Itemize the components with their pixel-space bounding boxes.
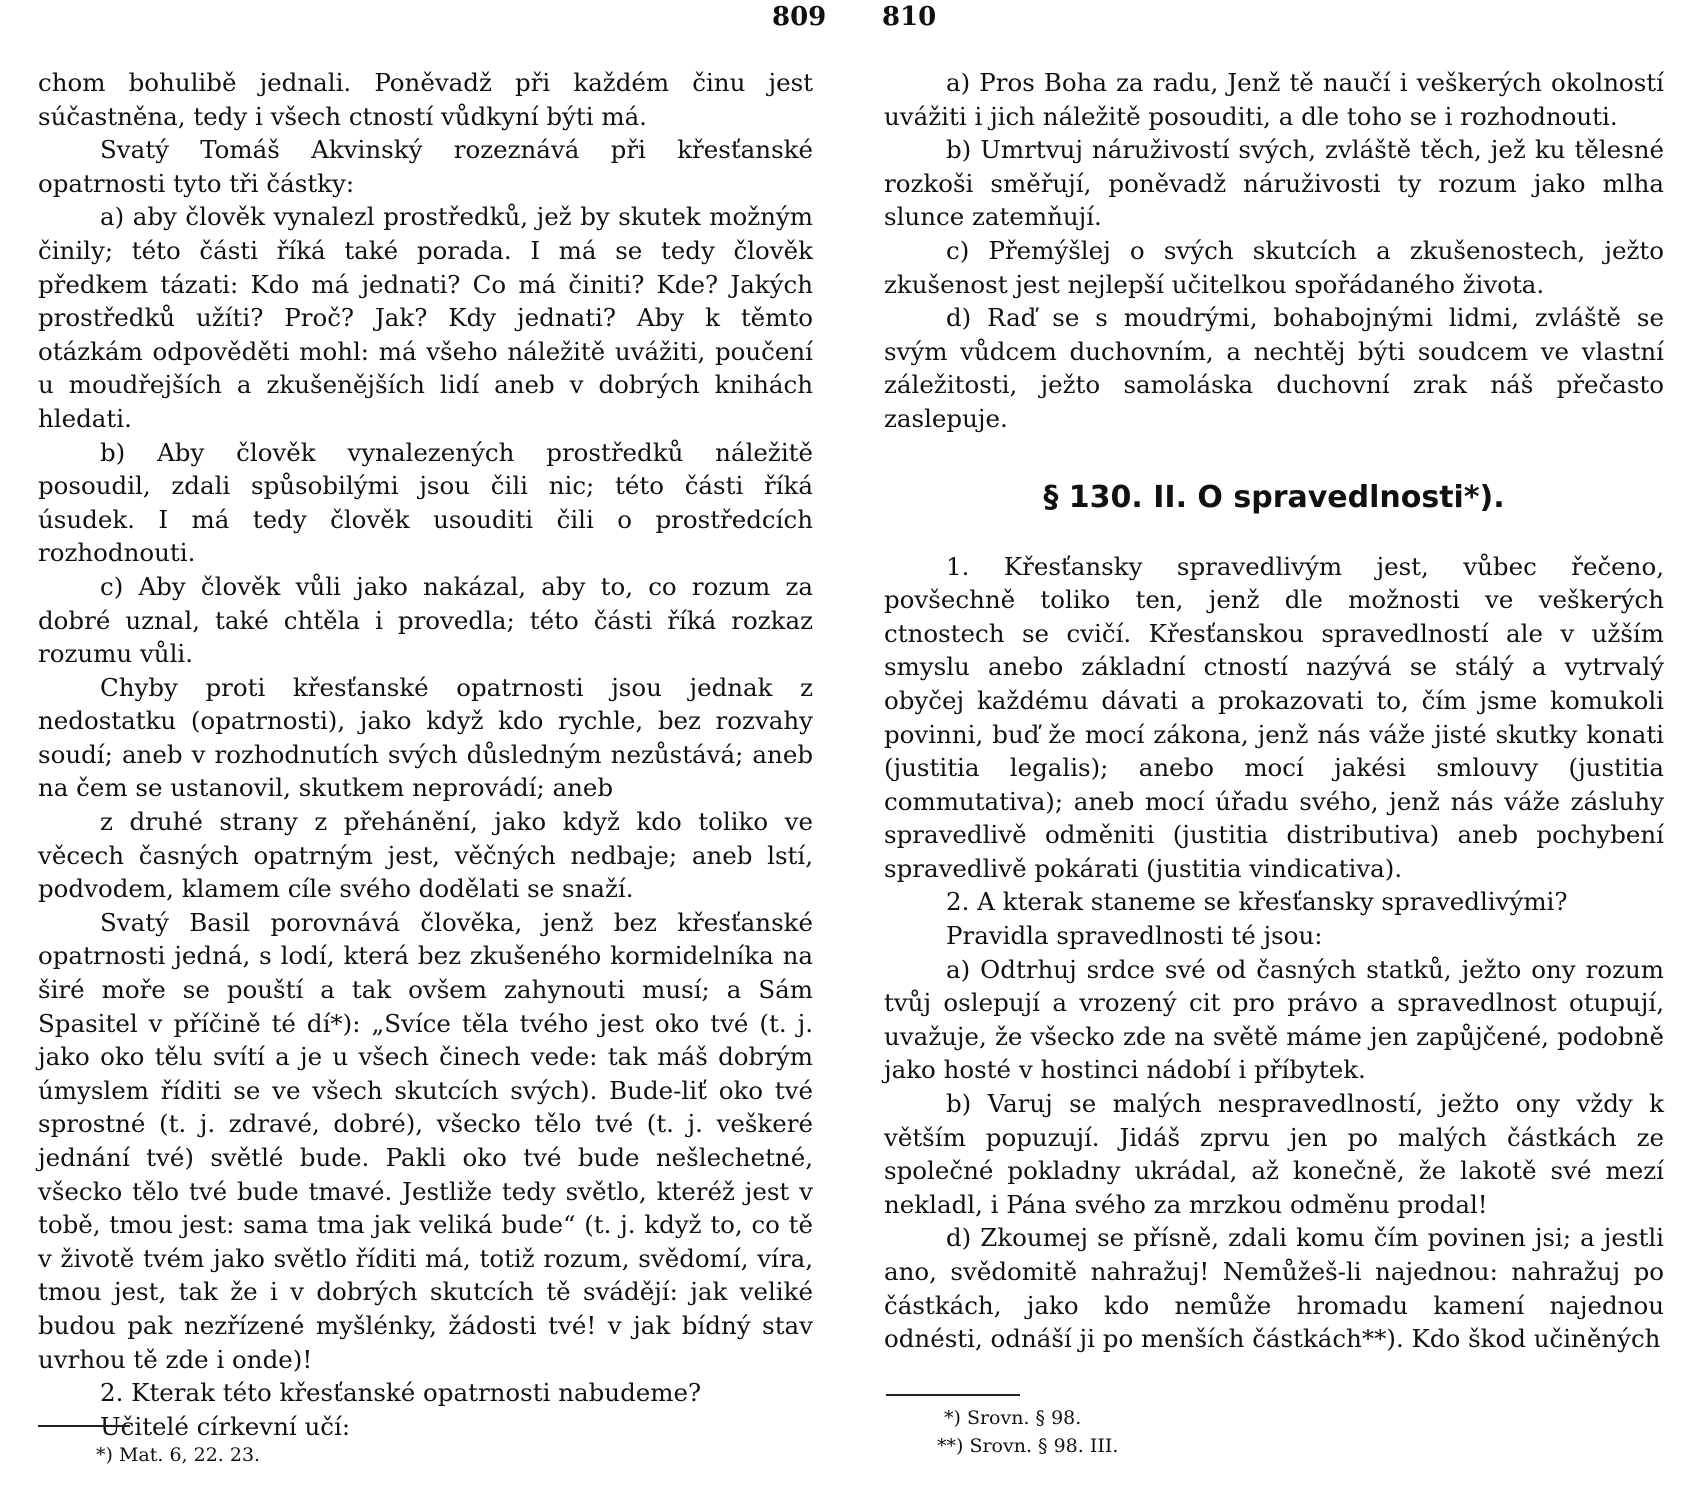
footnote: *) Srovn. § 98. <box>944 1407 1082 1429</box>
paragraph: a) aby člověk vynalezl prostředků, jež by skutek možným činily; této části říká také porada. I má se tedy člověk předkem tázati: Kdo má jednati? Co má činiti? Kde? Jakých prostředků užíti? Proč? Jak? Kdy jednati? Aby k těmto otázkám odpověděti mohl: má všeho náležitě uvážiti, poučení u moudřejších a zkušenějších lidí aneb v dobrých knihách hledati. <box>38 202 813 433</box>
paragraph: chom bohulibě jednali. Poněvadž při každém činu jest súčastněna, tedy i všech ctností vůdkyní býti má. <box>38 68 813 131</box>
paragraph: Chyby proti křesťanské opatrnosti jsou jednak z nedostatku (opatrnosti), jako když kdo rychle, bez rozvahy soudí; aneb v rozhodnutích svých důsledným nezůstává; aneb na čem se ustanovil, skutkem neprovádí; aneb <box>38 672 813 803</box>
paragraph: Svatý Basil porovnává člověka, jenž bez křesťanské opatrnosti jedná, s lodí, která bez zkušeného kormidelníka na širé moře se pouští a tak ovšem zahynouti musí; a Sám Spasitel v příčině té dí*): „Svíce těla tvého jest oko tvé (t. j. jako oko tělu svítí a je u všech činech vede: tak máš dobrým úmyslem říditi se ve všech skutcích svých). Bude-liť oko tvé sprostné (t. j. zdravé, dobré), všecko tělo tvé (t. j. veškeré jednání tvé) světlé bude. Pakli oko tvé bude nešlechetné, všecko tělo tvé bude tmavé. Jestliže tedy světlo, kteréž jest v tobě, tmou jest: sama tma jak veliká bude“ (t. j. když to, co tě v životě tvém jako světlo říditi má, totiž rozum, svědomí, víra, tmou jest, tak že i v dobrých skutcích tě svádějí: jak veliké budou pak nezřízené myšlénky, žádosti tvé! v jak bídný stav uvrhou tě zde i onde)! <box>38 907 813 1374</box>
paragraph: 1. Křesťansky spravedlivým jest, vůbec řečeno, povšechně toliko ten, jenž dle možnosti ve veškerých ctnostech se cvičí. Křesťanskou spravedlností ale v užším smyslu anebo základní ctností nazývá se stálý a vytrvalý obyčej každému dávati a prokazovati to, čím jsme komukoli povinni, buď že mocí zákona, jenž nás váže jisté skutky konati (justitia legalis); anebo mocí jakési smlouvy (justitia commutativa); aneb mocí úřadu svého, jenž nás váže zásluhy spravedlivě odměniti (justitia distributiva) aneb pochybení spravedlivě pokárati (justitia vindicativa). <box>884 551 1664 883</box>
left-page-text <box>38 66 813 1443</box>
paragraph: b) Varuj se malých nespravedlností, ježto ony vždy k větším popuzují. Jidáš zprvu jen po malých částkách ze společné pokladny ukrádal, až konečně, že lakotě své mezí nekladl, i Pána svého za mrzkou odměnu prodal! <box>884 1089 1664 1219</box>
footnote-separator <box>886 1394 1020 1396</box>
paragraph: Učitelé církevní učí: <box>100 1411 351 1441</box>
footnote-separator <box>38 1425 130 1427</box>
paragraph: c) Přemýšlej o svých skutcích a zkušenostech, ježto zkušenost jest nejlepší učitelkou spořádaného života. <box>884 235 1664 299</box>
page-number-right: 810 <box>882 2 937 32</box>
paragraph: Pravidla spravedlnosti té jsou: <box>946 921 1323 951</box>
page-number-left: 809 <box>772 2 827 32</box>
paragraph: a) Pros Boha za radu, Jenž tě naučí i veškerých okolností uvážiti i jich náležitě posouditi, a dle toho se i rozhodnouti. <box>884 68 1664 131</box>
paragraph: d) Raď se s moudrými, bohabojnými lidmi, zvláště se svým vůdcem duchovním, a nechtěj býti soudcem ve vlastní záležitosti, ježto samoláska duchovní zrak náš přečasto zaslepuje. <box>884 303 1664 433</box>
paragraph: b) Aby člověk vynalezených prostředků náležitě posoudil, zdali spůsobilými jsou čili nic; této části říká úsudek. I má tedy člověk usouditi čili o prostředcích rozhodnouti. <box>38 437 813 568</box>
section-heading: § 130. II. O spravedlnosti*). <box>1043 479 1505 515</box>
footnote: **) Srovn. § 98. III. <box>937 1435 1119 1457</box>
paragraph: Svatý Tomáš Akvinský rozeznává při křesťanské opatrnosti tyto tři částky: <box>38 135 813 198</box>
paragraph: b) Umrtvuj náruživostí svých, zvláště těch, jež ku tělesné rozkoši směřují, poněvadž náruživosti ty rozum jako mlha slunce zatemňují. <box>884 135 1664 232</box>
paragraph: c) Aby člověk vůli jako nakázal, aby to, co rozum za dobré uznal, také chtěla i provedla; této části říká rozkaz rozumu vůli. <box>38 571 813 669</box>
paragraph: z druhé strany z přehánění, jako když kdo toliko ve věcech časných opatrným jest, věčných nedbaje; aneb lstí, podvodem, klamem cíle svého dodělati se snaží. <box>38 807 813 904</box>
footnote: *) Mat. 6, 22. 23. <box>96 1444 261 1466</box>
paragraph: 2. Kterak této křesťanské opatrnosti nabudeme? <box>100 1378 702 1408</box>
right-page-text <box>884 66 1664 1356</box>
paragraph: a) Odtrhuj srdce své od časných statků, ježto ony rozum tvůj oslepují a vrozený cit pro právo a spravedlnost otupují, uvažuje, že všecko zde na světě máme jen zapůjčené, podobně jako hosté v hostinci nádobí i příbytek. <box>884 954 1664 1085</box>
paragraph: 2. A kterak staneme se křesťansky spravedlivými? <box>946 887 1568 917</box>
paragraph: d) Zkoumej se přísně, zdali komu čím povinen jsi; a jestli ano, svědomitě nahražuj! Nemůžeš-li najednou: nahražuj po částkách, jako kdo nemůže hromadu kamení najednou odnésti, odnáší ji po menších částkách**). Kdo škod učiněných <box>884 1223 1664 1354</box>
